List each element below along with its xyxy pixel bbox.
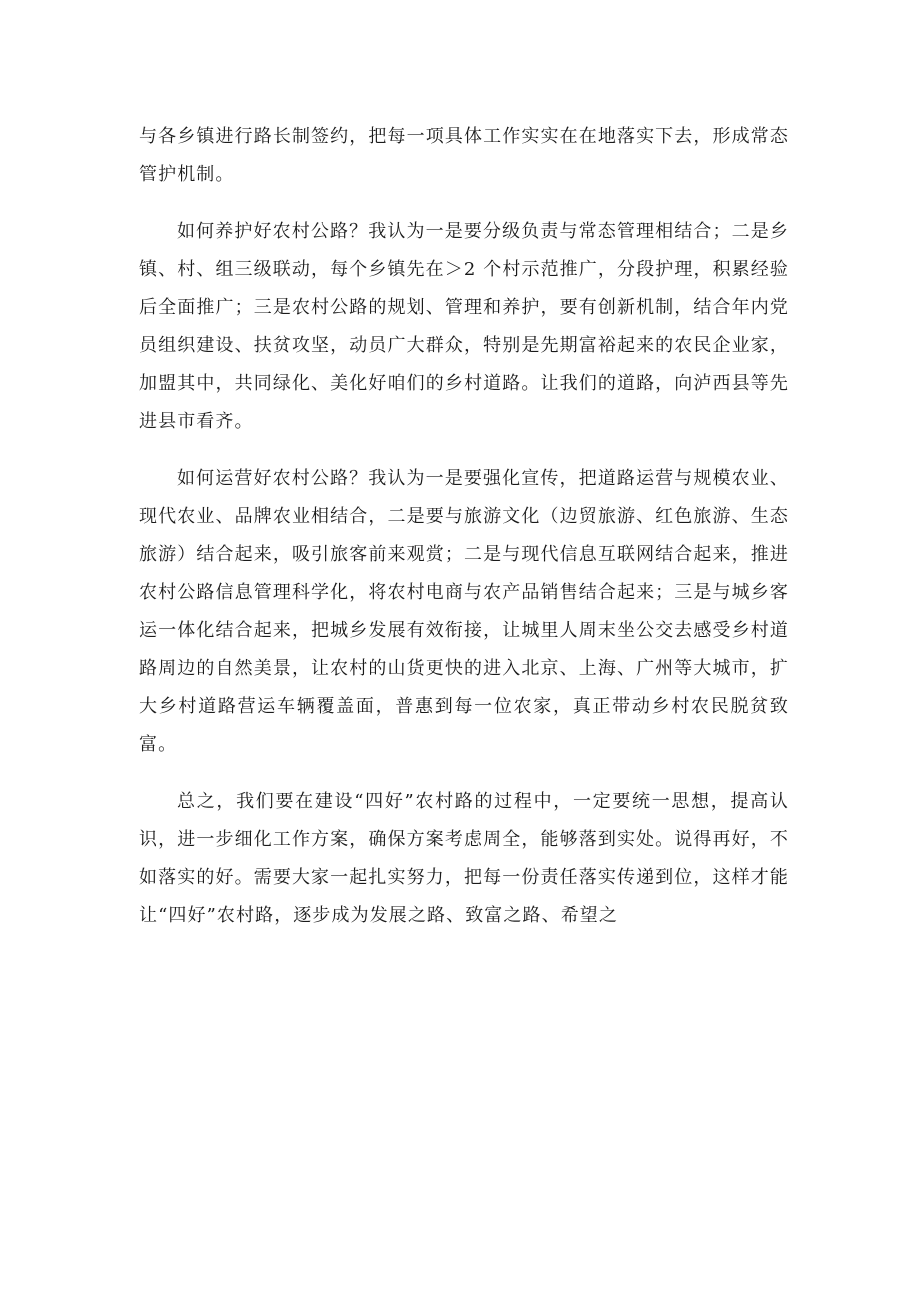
paragraph-2: 如何养护好农村公路？我认为一是要分级负责与常态管理相结合；二是乡镇、村、组三级联动，每个乡镇先在＞2 个村示范推广，分段护理，积累经验后全面推广；三是农村公路的规划、管理和养护，要有创新机制，结合年内党员组织建设、扶贫攻坚，动员广大群众，特别是先期富裕起来的农民企业家，加盟其中，共同绿化、美化好咱们的乡村道路。让我们的道路，向泸西县等先进县市看齐。 <box>139 221 789 432</box>
document-body <box>139 118 789 954</box>
paragraph-3: 如何运营好农村公路？我认为一是要强化宣传，把道路运营与规模农业、现代农业、品牌农业相结合，二是要与旅游文化（边贸旅游、红色旅游、生态旅游）结合起来，吸引旅客前来观赏；二是与现代信息互联网结合起来，推进农村公路信息管理科学化，将农村电商与农产品销售结合起来；三是与城乡客运一体化结合起来，把城乡发展有效衔接，让城里人周末坐公交去感受乡村道路周边的自然美景，让农村的山货更快的进入北京、上海、广州等大城市，扩大乡村道路营运车辆覆盖面，普惠到每一位农家，真正带动乡村农民脱贫致富。 <box>139 468 789 755</box>
paragraph-1: 与各乡镇进行路长制签约，把每一项具体工作实实在在地落实下去，形成常态管护机制。 <box>139 126 789 185</box>
paragraph-4: 总之，我们要在建设“四好”农村路的过程中，一定要统一思想，提高认识，进一步细化工作方案，确保方案考虑周全，能够落到实处。说得再好，不如落实的好。需要大家一起扎实努力，把每一份责任落实传递到位，这样才能让“四好”农村路，逐步成为发展之路、致富之路、希望之 <box>139 791 789 926</box>
